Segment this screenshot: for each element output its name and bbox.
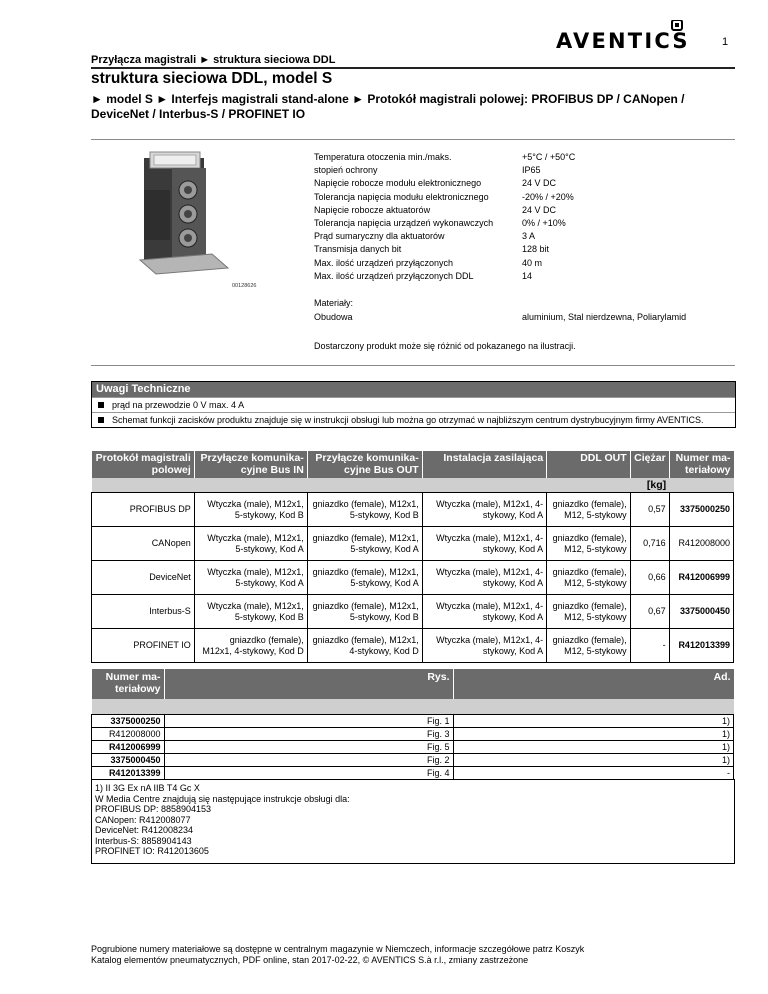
spec-row: Tolerancja napięcia urządzeń wykonawczych 0% / +10% (314, 218, 566, 229)
column-header: Ciężar (630, 451, 669, 478)
page-footer: Pogrubione numery materiałowe są dostępne w centralnym magazynie w Niemczech, informacje szczegółowe patrz Koszyk Katalog elementów pneumatycznych, PDF online, stan 2017-02-22, © AVENTICS S.à r.l., zmiany zastrzeżone (91, 944, 585, 965)
spec-row: Temperatura otoczenia min./maks. +5°C / +50°C (314, 152, 576, 162)
table-row: R412008000 Fig. 3 1) (92, 728, 734, 741)
spec-list (314, 151, 702, 283)
spec-row: Napięcie robocze modułu elektronicznego 24 V DC (314, 178, 557, 189)
product-table (91, 451, 734, 663)
material-number: 3375000250 (669, 493, 733, 527)
section-divider (91, 139, 735, 140)
brand-logo (556, 20, 690, 53)
column-header: Rys. (164, 669, 453, 699)
brand-name: AVENTICS (556, 29, 690, 53)
logo-mark-icon (556, 20, 686, 52)
bullet-square-icon (98, 417, 104, 423)
table-row: CANopen Wtyczka (male), M12x1, 5-stykowy, Kod A gniazdko (female), M12x1, 5-stykowy, Kod A Wtyczka (male), M12x1, 4-stykowy, Kod A gniazdko (female), M12, 5-stykowy 0,716 R412008000 (92, 527, 734, 561)
header-divider (91, 67, 735, 69)
column-header: Instalacja zasilająca (422, 451, 546, 478)
material-number: 3375000450 (669, 595, 733, 629)
image-code: 00128626 (232, 283, 257, 289)
materials-label: Materiały: (314, 298, 354, 308)
material-number: R412008000 (669, 527, 733, 561)
page-number: 1 (722, 36, 729, 48)
disclaimer: Dostarczony produkt może się różnić od pokazanego na ilustracji. (314, 341, 576, 351)
table-row: 3375000450 Fig. 2 1) (92, 754, 734, 767)
page-title: struktura sieciowa DDL, model S (91, 70, 333, 87)
material-row: Obudowa aluminium, Stal nierdzewna, Poliarylamid (314, 311, 687, 322)
page-subtitle: ► model S ► Interfejs magistrali stand-alone ► Protokół magistrali polowej: PROFIBUS DP / CANopen / DeviceNet / Interbus-S / PROFINET IO (91, 92, 685, 121)
breadcrumb: Przyłącza magistrali ► struktura sieciowa DDL (91, 54, 336, 66)
table-row: PROFINET IO gniazdko (female), M12x1, 4-stykowy, Kod D gniazdko (female), M12x1, 4-stykowy, Kod D Wtyczka (male), M12x1, 4-stykowy, Kod A gniazdko (female), M12, 5-stykowy - R412013399 (92, 629, 734, 663)
weight-unit: [kg] (630, 478, 669, 493)
table-row: PROFIBUS DP Wtyczka (male), M12x1, 5-stykowy, Kod B gniazdko (female), M12x1, 5-stykowy, Kod B Wtyczka (male), M12x1, 4-stykowy, Kod A gniazdko (female), M12, 5-stykowy 0,57 3375000250 (92, 493, 734, 527)
material-number: R412006999 (669, 561, 733, 595)
technical-notes (91, 381, 736, 428)
bullet-square-icon (98, 402, 104, 408)
table-row: R412013399 Fig. 4 - (92, 767, 734, 780)
table-row: Interbus-S Wtyczka (male), M12x1, 5-stykowy, Kod B gniazdko (female), M12x1, 5-stykowy, Kod B Wtyczka (male), M12x1, 4-stykowy, Kod A gniazdko (female), M12, 5-stykowy 0,67 3375000450 (92, 595, 734, 629)
spec-row: Max. ilość urządzeń przyłączonych DDL 14 (314, 270, 533, 281)
spec-row: Napięcie robocze aktuatorów 24 V DC (314, 204, 557, 215)
table-row: 3375000250 Fig. 1 1) (92, 715, 734, 728)
note-item: Schemat funkcji zacisków produktu znajduje się w instrukcji obsługi lub można go otrzymać w najbliższym centrum dystrybucyjnym firmy AVENTICS. (92, 412, 735, 427)
figure-table (91, 669, 734, 780)
column-header: Przyłącze komunika-cyjne Bus IN (194, 451, 307, 478)
spec-row: Max. ilość urządzeń przyłączonych 40 m (314, 257, 543, 268)
column-header: Przyłącze komunika-cyjne Bus OUT (307, 451, 422, 478)
material-number: R412013399 (669, 629, 733, 663)
column-header: DDL OUT (547, 451, 631, 478)
technical-notes-title: Uwagi Techniczne (92, 382, 735, 397)
column-header: Numer ma-teriałowy (92, 669, 165, 699)
column-header: Numer ma-teriałowy (669, 451, 733, 478)
spec-row: stopień ochrony IP65 (314, 165, 541, 176)
materials (314, 297, 686, 324)
spec-row: Transmisja danych bit 128 bit (314, 244, 550, 255)
product-image (132, 150, 232, 280)
table-row: DeviceNet Wtyczka (male), M12x1, 5-stykowy, Kod A gniazdko (female), M12x1, 5-stykowy, Kod A Wtyczka (male), M12x1, 4-stykowy, Kod A gniazdko (female), M12, 5-stykowy 0,66 R412006999 (92, 561, 734, 595)
spec-row: Tolerancja napięcia modułu elektronicznego -20% / +20% (314, 191, 574, 202)
column-header: Ad. (453, 669, 734, 699)
note-item: prąd na przewodzie 0 V max. 4 A (92, 397, 735, 412)
table-row: R412006999 Fig. 5 1) (92, 741, 734, 754)
footnotes: 1) II 3G Ex nA IIB T4 Gc X W Media Centre znajdują się następujące instrukcje obsługi dla: PROFIBUS DP: 8858904153 CANopen: R412008077 DeviceNet: R412008234 Interbus-S: 8858904143 PROFINET IO: R412013605 (91, 779, 735, 864)
spec-row: Prąd sumaryczny dla aktuatorów 3 A (314, 231, 536, 242)
column-header: Protokół magistrali polowej (92, 451, 195, 478)
section-divider (91, 365, 735, 366)
